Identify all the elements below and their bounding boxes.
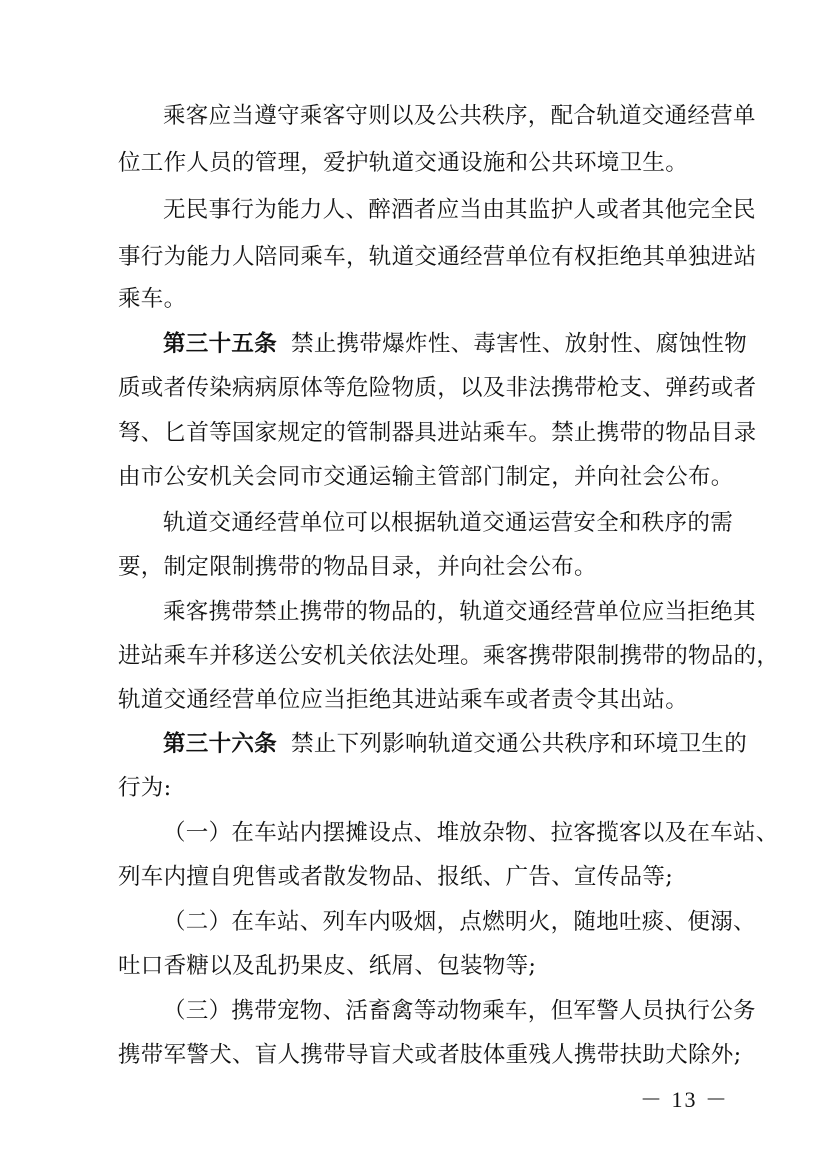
- list-item-line: 列车内擅自兜售或者散发物品、报纸、广告、宣传品等;: [118, 864, 674, 890]
- paragraph-line: 质或者传染病病原体等危险物质，以及非法携带枪支、弹药或者: [118, 375, 757, 401]
- article-35-first-line: [163, 328, 747, 360]
- paragraph-line: 行为:: [118, 775, 172, 801]
- paragraph-line: 无民事行为能力人、醉酒者应当由其监护人或者其他完全民: [163, 197, 756, 223]
- paragraph-line: 事行为能力人陪同乘车，轨道交通经营单位有权拒绝其单独进站: [118, 244, 757, 270]
- paragraph-line: 轨道交通经营单位应当拒绝其进站乘车或者责令其出站。: [118, 687, 689, 713]
- paragraph-line: 由市公安机关会同市交通运输主管部门制定，并向社会公布。: [118, 464, 734, 490]
- list-item-line: （三）携带宠物、活畜禽等动物乘车，但军警人员执行公务: [163, 998, 756, 1024]
- paragraph-line: 要，制定限制携带的物品目录，并向社会公布。: [118, 554, 597, 580]
- article-36-first-line: [163, 728, 747, 760]
- paragraph-line: 乘客携带禁止携带的物品的，轨道交通经营单位应当拒绝其: [163, 599, 756, 625]
- paragraph-line: 进站乘车并移送公安机关依法处理。乘客携带限制携带的物品的，: [118, 643, 780, 669]
- paragraph-line: 乘客应当遵守乘客守则以及公共秩序，配合轨道交通经营单: [163, 103, 756, 129]
- list-item-line: （二）在车站、列车内吸烟，点燃明火，随地吐痰、便溺、: [163, 909, 756, 935]
- paragraph-line: 乘车。: [118, 286, 187, 312]
- article-heading: 第三十五条: [163, 331, 278, 357]
- paragraph-line: 位工作人员的管理，爱护轨道交通设施和公共环境卫生。: [118, 150, 689, 176]
- list-item-line: （一）在车站内摆摊设点、堆放杂物、拉客揽客以及在车站、: [163, 820, 779, 846]
- paragraph-line: 弩、匕首等国家规定的管制器具进站乘车。禁止携带的物品目录: [118, 420, 757, 446]
- list-item-line: 吐口香糖以及乱扔果皮、纸屑、包装物等;: [118, 953, 537, 979]
- page-number: － 13 －: [640, 1087, 730, 1112]
- article-text: 禁止携带爆炸性、毒害性、放射性、腐蚀性物: [291, 331, 748, 357]
- article-text: 禁止下列影响轨道交通公共秩序和环境卫生的: [291, 731, 748, 757]
- article-heading: 第三十六条: [163, 731, 278, 757]
- list-item-line: 携带军警犬、盲人携带导盲犬或者肢体重残人携带扶助犬除外;: [118, 1042, 742, 1068]
- paragraph-line: 轨道交通经营单位可以根据轨道交通运营安全和秩序的需: [163, 510, 734, 536]
